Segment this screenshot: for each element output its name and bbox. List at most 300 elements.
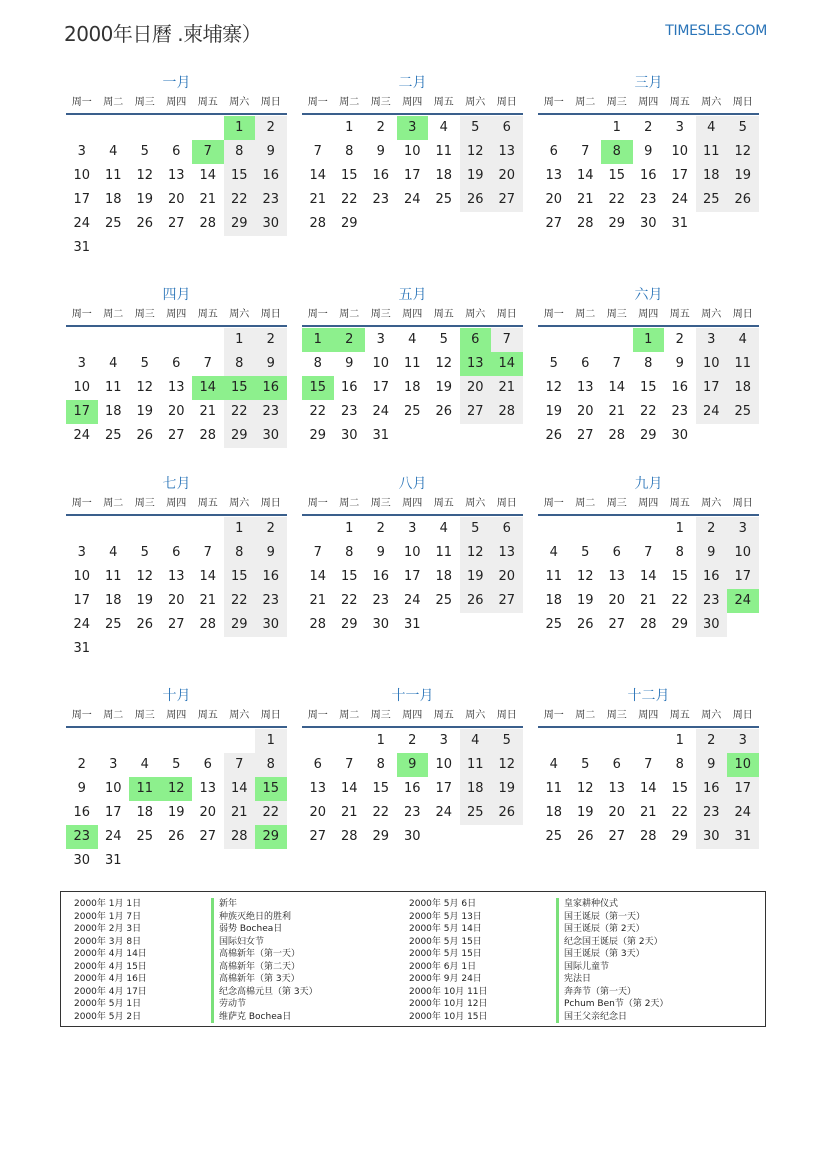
day-cell: 4 [727, 328, 759, 352]
day-cell: 20 [167, 593, 185, 608]
day-cell: 12 [460, 140, 492, 164]
day-cell: 18 [435, 569, 453, 584]
day-cell: 20 [576, 404, 594, 419]
day-cell: 11 [104, 569, 122, 584]
holiday-day-cell: 16 [255, 376, 287, 400]
day-cell: 27 [491, 188, 523, 212]
day-cell: 4 [549, 757, 558, 772]
day-cell: 16 [73, 805, 91, 820]
day-cell: 11 [435, 144, 453, 159]
day-cell: 13 [576, 380, 594, 395]
day-cell: 26 [136, 216, 154, 231]
day-cell: 23 [696, 801, 728, 825]
day-cell: 1 [612, 120, 621, 135]
weekday-label: 周二 [339, 97, 360, 108]
day-cell: 11 [545, 781, 563, 796]
empty-cell [98, 517, 130, 541]
day-cell: 16 [255, 164, 287, 188]
day-cell: 13 [608, 569, 626, 584]
day-cell: 11 [460, 753, 492, 777]
day-cell: 22 [608, 192, 626, 207]
legend-holiday-name: 种族灭绝日的胜利 [211, 911, 318, 924]
day-cell: 9 [255, 140, 287, 164]
weekday-label: 周六 [465, 498, 486, 509]
empty-cell [570, 729, 602, 753]
day-cell: 4 [109, 356, 118, 371]
legend-holiday-name: 国际妇女节 [211, 936, 318, 949]
empty-cell [98, 328, 130, 352]
day-cell: 8 [675, 757, 684, 772]
day-cell: 14 [576, 168, 594, 183]
weekday-label: 周日 [732, 97, 753, 108]
weekday-label: 周日 [260, 309, 281, 320]
day-cell: 12 [136, 380, 154, 395]
holiday-day-cell: 24 [727, 589, 759, 613]
month-block [66, 285, 287, 448]
day-cell: 5 [140, 356, 149, 371]
day-cell: 21 [309, 192, 327, 207]
day-cell: 5 [581, 545, 590, 560]
weekday-label: 周四 [402, 710, 423, 721]
day-cell: 26 [491, 801, 523, 825]
month-name: 三月 [634, 75, 663, 91]
day-cell: 25 [435, 593, 453, 608]
day-cell: 3 [727, 729, 759, 753]
empty-cell [302, 729, 334, 753]
day-cell: 12 [491, 753, 523, 777]
weekday-label: 周六 [465, 309, 486, 320]
day-cell: 1 [224, 517, 256, 541]
day-cell: 5 [439, 332, 448, 347]
day-cell: 5 [727, 116, 759, 140]
day-cell: 28 [309, 216, 327, 231]
holiday-day-cell: 14 [192, 376, 224, 400]
empty-cell [601, 517, 633, 541]
weekday-label: 周日 [496, 97, 517, 108]
day-cell: 22 [224, 589, 256, 613]
day-cell: 31 [403, 617, 421, 632]
day-cell: 28 [639, 617, 657, 632]
day-cell: 25 [104, 216, 122, 231]
day-cell: 19 [491, 777, 523, 801]
day-cell: 26 [167, 829, 185, 844]
empty-cell [129, 116, 161, 140]
day-cell: 23 [372, 593, 390, 608]
day-cell: 10 [403, 144, 421, 159]
legend-holiday-name: 高棉新年（第 3天） [211, 973, 318, 986]
day-cell: 27 [167, 216, 185, 231]
day-grid [66, 328, 287, 448]
day-cell: 10 [696, 352, 728, 376]
day-cell: 6 [172, 545, 181, 560]
day-cell: 30 [639, 216, 657, 231]
weekday-label: 周六 [465, 710, 486, 721]
weekday-label: 周一 [543, 710, 564, 721]
day-cell: 29 [671, 829, 689, 844]
holiday-day-cell: 29 [255, 825, 287, 849]
legend-date: 2000年 5月 14日 [409, 924, 482, 934]
weekday-header [538, 93, 759, 115]
day-cell: 24 [403, 593, 421, 608]
day-cell: 28 [199, 428, 217, 443]
day-cell: 1 [376, 733, 385, 748]
day-cell: 17 [696, 376, 728, 400]
day-cell: 5 [460, 517, 492, 541]
day-cell: 10 [73, 168, 91, 183]
day-cell: 15 [224, 164, 256, 188]
day-cell: 2 [408, 733, 417, 748]
day-cell: 11 [545, 569, 563, 584]
day-cell: 6 [491, 116, 523, 140]
day-cell: 23 [340, 404, 358, 419]
holiday-day-cell: 14 [491, 352, 523, 376]
day-cell: 16 [696, 777, 728, 801]
day-cell: 9 [255, 352, 287, 376]
day-cell: 3 [439, 733, 448, 748]
day-cell: 31 [671, 216, 689, 231]
day-cell: 22 [372, 805, 390, 820]
day-cell: 25 [696, 188, 728, 212]
weekday-label: 周一 [543, 97, 564, 108]
day-cell: 28 [608, 428, 626, 443]
legend-date: 2000年 5月 2日 [74, 1011, 142, 1022]
day-cell: 9 [675, 356, 684, 371]
day-grid [66, 729, 287, 873]
empty-cell [192, 116, 224, 140]
day-cell: 11 [403, 356, 421, 371]
empty-cell [538, 729, 570, 753]
day-cell: 29 [224, 613, 256, 637]
weekday-label: 周四 [166, 309, 187, 320]
day-cell: 27 [460, 400, 492, 424]
day-cell: 6 [172, 144, 181, 159]
day-cell: 2 [696, 729, 728, 753]
day-cell: 11 [104, 168, 122, 183]
day-cell: 4 [109, 144, 118, 159]
empty-cell [66, 517, 98, 541]
weekday-label: 周二 [103, 710, 124, 721]
empty-cell [570, 328, 602, 352]
day-cell: 23 [696, 589, 728, 613]
month-block [66, 73, 287, 260]
holiday-day-cell: 1 [224, 116, 256, 140]
day-cell: 9 [696, 753, 728, 777]
day-cell: 31 [73, 240, 91, 255]
holiday-day-cell: 15 [224, 376, 256, 400]
holiday-day-cell: 17 [66, 400, 98, 424]
day-cell: 2 [376, 120, 385, 135]
weekday-label: 周四 [638, 498, 659, 509]
day-cell: 20 [199, 805, 217, 820]
day-cell: 19 [136, 593, 154, 608]
legend-date: 2000年 4月 17日 [74, 986, 147, 997]
day-cell: 22 [639, 404, 657, 419]
weekday-label: 周六 [701, 498, 722, 509]
day-cell: 25 [460, 801, 492, 825]
legend-date: 2000年 10月 15日 [409, 1011, 488, 1022]
day-cell: 9 [376, 545, 385, 560]
day-cell: 19 [545, 404, 563, 419]
page-title: 2000年日曆 .柬埔寨） [64, 22, 262, 46]
legend-date: 2000年 4月 14日 [74, 949, 147, 959]
day-cell: 24 [727, 801, 759, 825]
weekday-label: 周六 [229, 710, 250, 721]
weekday-label: 周日 [732, 498, 753, 509]
day-cell: 23 [255, 589, 287, 613]
day-cell: 22 [309, 404, 327, 419]
weekday-label: 周三 [134, 498, 155, 509]
day-cell: 18 [435, 168, 453, 183]
day-cell: 14 [608, 380, 626, 395]
day-cell: 15 [671, 781, 689, 796]
day-cell: 7 [224, 753, 256, 777]
holiday-day-cell: 10 [727, 753, 759, 777]
day-cell: 2 [696, 517, 728, 541]
day-cell: 7 [491, 328, 523, 352]
day-cell: 25 [104, 617, 122, 632]
month-block [538, 285, 759, 448]
weekday-label: 周五 [669, 498, 690, 509]
day-cell: 16 [403, 781, 421, 796]
legend-holiday-name: 国王诞辰（第 3天） [556, 948, 668, 961]
empty-cell [192, 328, 224, 352]
day-cell: 5 [581, 757, 590, 772]
holiday-day-cell: 7 [192, 140, 224, 164]
month-block [538, 474, 759, 637]
day-cell: 17 [372, 380, 390, 395]
day-grid [538, 116, 759, 236]
day-cell: 9 [255, 541, 287, 565]
day-cell: 29 [340, 617, 358, 632]
day-grid [302, 328, 523, 448]
day-cell: 22 [671, 593, 689, 608]
day-cell: 7 [644, 757, 653, 772]
day-cell: 3 [77, 356, 86, 371]
day-cell: 12 [136, 569, 154, 584]
month-block [538, 73, 759, 236]
weekday-label: 周六 [229, 309, 250, 320]
day-cell: 5 [549, 356, 558, 371]
day-cell: 18 [696, 164, 728, 188]
weekday-label: 周日 [496, 710, 517, 721]
day-cell: 20 [167, 192, 185, 207]
day-cell: 21 [639, 805, 657, 820]
legend-holiday-name: 弱势 Bochea日 [211, 923, 318, 936]
day-cell: 7 [203, 356, 212, 371]
weekday-label: 周三 [134, 710, 155, 721]
empty-cell [538, 517, 570, 541]
weekday-label: 周三 [606, 97, 627, 108]
day-cell: 12 [576, 781, 594, 796]
day-cell: 9 [345, 356, 354, 371]
empty-cell [570, 517, 602, 541]
day-cell: 21 [491, 376, 523, 400]
weekday-label: 周一 [71, 97, 92, 108]
legend-holiday-name: 高棉新年（第一天） [211, 948, 318, 961]
day-cell: 21 [199, 593, 217, 608]
legend-holiday-name: 维萨克 Bochea日 [211, 1011, 318, 1024]
day-cell: 4 [696, 116, 728, 140]
weekday-label: 周日 [260, 498, 281, 509]
month-name: 六月 [634, 287, 663, 303]
day-cell: 22 [255, 801, 287, 825]
day-cell: 29 [372, 829, 390, 844]
day-cell: 6 [612, 757, 621, 772]
holiday-day-cell: 1 [633, 328, 665, 352]
month-name: 一月 [162, 75, 191, 91]
day-cell: 30 [255, 424, 287, 448]
day-cell: 27 [608, 617, 626, 632]
day-cell: 30 [696, 825, 728, 849]
day-cell: 10 [104, 781, 122, 796]
day-cell: 21 [576, 192, 594, 207]
day-cell: 29 [224, 212, 256, 236]
empty-cell [66, 729, 98, 753]
day-cell: 18 [727, 376, 759, 400]
day-cell: 22 [340, 192, 358, 207]
day-cell: 14 [639, 781, 657, 796]
site-link[interactable]: TIMESLES.COM [665, 23, 767, 39]
day-grid [538, 729, 759, 849]
day-cell: 30 [340, 428, 358, 443]
day-cell: 22 [224, 400, 256, 424]
day-cell: 6 [491, 517, 523, 541]
day-cell: 17 [727, 565, 759, 589]
day-cell: 7 [313, 545, 322, 560]
day-cell: 19 [167, 805, 185, 820]
day-cell: 4 [109, 545, 118, 560]
day-cell: 23 [639, 192, 657, 207]
day-cell: 27 [309, 829, 327, 844]
weekday-label: 周三 [370, 309, 391, 320]
day-cell: 13 [491, 140, 523, 164]
holiday-day-cell: 23 [66, 825, 98, 849]
weekday-label: 周二 [103, 97, 124, 108]
weekday-label: 周二 [575, 710, 596, 721]
day-cell: 28 [340, 829, 358, 844]
day-cell: 23 [372, 192, 390, 207]
weekday-label: 周一 [71, 309, 92, 320]
weekday-label: 周二 [339, 498, 360, 509]
day-cell: 8 [675, 545, 684, 560]
day-cell: 19 [576, 805, 594, 820]
day-cell: 17 [73, 593, 91, 608]
weekday-label: 周四 [638, 309, 659, 320]
day-cell: 25 [545, 829, 563, 844]
day-cell: 4 [549, 545, 558, 560]
day-cell: 24 [73, 428, 91, 443]
holiday-day-cell: 1 [302, 328, 334, 352]
legend-date: 2000年 4月 16日 [74, 974, 147, 984]
weekday-header [302, 706, 523, 728]
weekday-label: 周五 [433, 710, 454, 721]
day-cell: 14 [309, 168, 327, 183]
day-cell: 9 [376, 144, 385, 159]
holiday-day-cell: 13 [460, 352, 492, 376]
day-cell: 18 [460, 777, 492, 801]
weekday-label: 周四 [402, 309, 423, 320]
day-cell: 7 [581, 144, 590, 159]
day-cell: 12 [545, 380, 563, 395]
day-cell: 18 [104, 192, 122, 207]
weekday-header [302, 305, 523, 327]
day-cell: 28 [199, 617, 217, 632]
day-cell: 3 [77, 545, 86, 560]
day-cell: 27 [608, 829, 626, 844]
legend-holiday-name: 劳动节 [211, 998, 318, 1011]
weekday-label: 周二 [339, 309, 360, 320]
weekday-label: 周六 [229, 498, 250, 509]
empty-cell [129, 328, 161, 352]
day-cell: 27 [545, 216, 563, 231]
empty-cell [302, 116, 334, 140]
weekday-label: 周三 [370, 498, 391, 509]
month-name: 九月 [634, 476, 663, 492]
day-cell: 6 [313, 757, 322, 772]
day-cell: 2 [77, 757, 86, 772]
day-cell: 10 [727, 541, 759, 565]
day-cell: 10 [435, 757, 453, 772]
day-cell: 3 [727, 517, 759, 541]
weekday-label: 周五 [669, 710, 690, 721]
day-cell: 6 [172, 356, 181, 371]
empty-cell [538, 116, 570, 140]
day-cell: 16 [372, 168, 390, 183]
month-name: 十二月 [627, 688, 670, 704]
legend-holiday-name: 奔奔节（第一天） [556, 986, 668, 999]
day-cell: 13 [167, 380, 185, 395]
day-cell: 28 [309, 617, 327, 632]
weekday-label: 周五 [433, 309, 454, 320]
empty-cell [129, 517, 161, 541]
day-cell: 26 [576, 829, 594, 844]
weekday-label: 周五 [197, 710, 218, 721]
weekday-label: 周六 [229, 97, 250, 108]
day-cell: 14 [340, 781, 358, 796]
day-cell: 15 [671, 569, 689, 584]
day-grid [66, 116, 287, 260]
day-cell: 6 [203, 757, 212, 772]
weekday-label: 周五 [197, 309, 218, 320]
legend-date: 2000年 5月 13日 [409, 911, 482, 922]
weekday-label: 周日 [260, 710, 281, 721]
day-cell: 21 [309, 593, 327, 608]
empty-cell [98, 729, 130, 753]
day-cell: 4 [460, 729, 492, 753]
day-cell: 25 [727, 400, 759, 424]
day-cell: 17 [403, 168, 421, 183]
day-cell: 24 [696, 400, 728, 424]
day-cell: 1 [675, 733, 684, 748]
day-cell: 23 [255, 188, 287, 212]
weekday-label: 周三 [606, 710, 627, 721]
day-cell: 24 [104, 829, 122, 844]
weekday-label: 周二 [575, 498, 596, 509]
day-cell: 17 [403, 569, 421, 584]
day-cell: 5 [140, 545, 149, 560]
weekday-label: 周一 [71, 498, 92, 509]
legend-holiday-name: 皇家耕种仪式 [556, 898, 668, 911]
day-cell: 15 [340, 168, 358, 183]
day-cell: 26 [460, 188, 492, 212]
day-cell: 9 [77, 781, 86, 796]
empty-cell [302, 517, 334, 541]
day-cell: 19 [136, 192, 154, 207]
day-cell: 17 [671, 168, 689, 183]
day-cell: 18 [104, 593, 122, 608]
day-cell: 13 [167, 168, 185, 183]
day-cell: 30 [403, 829, 421, 844]
